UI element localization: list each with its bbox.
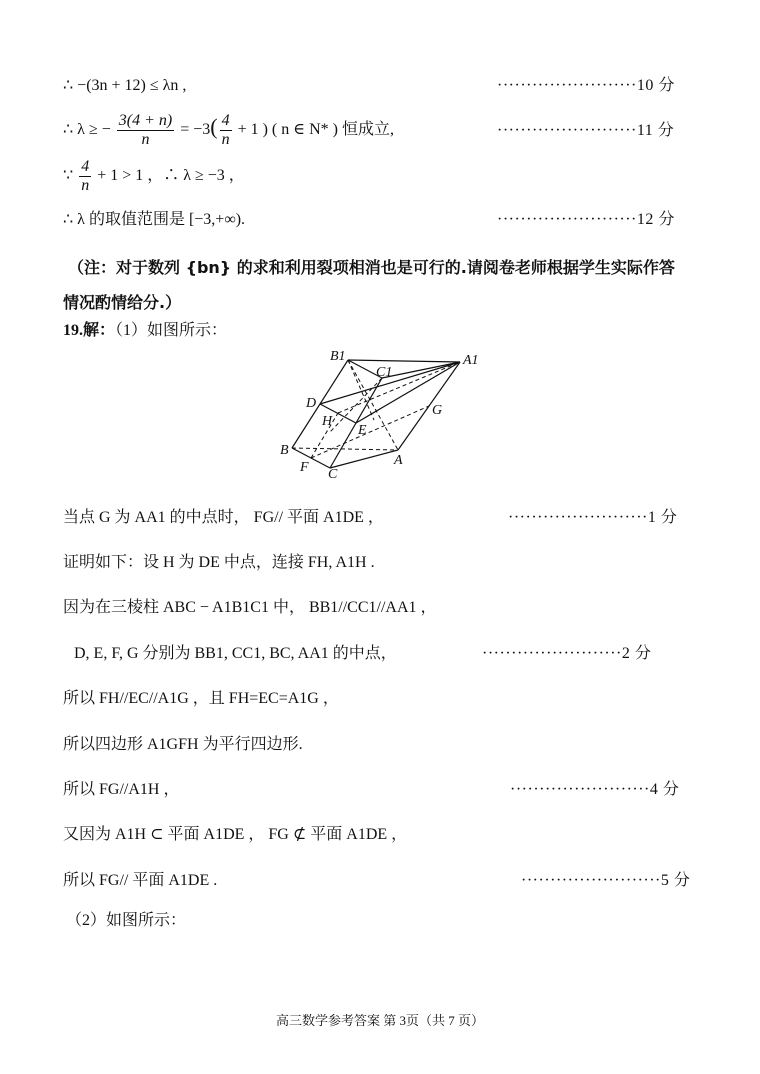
line-ineq-2 xyxy=(63,112,394,149)
note-line-1: （注：对于数列 {bn} 的求和利用裂项相消也是可行的.请阅卷老师根据学生实际作答 xyxy=(68,258,675,277)
label-c1: C1 xyxy=(376,365,393,380)
page-footer: 高三数学参考答案 第 3页（共 7 页） xyxy=(275,1013,484,1028)
q19-label: 19.解： xyxy=(63,322,116,339)
paren-open: ( xyxy=(210,114,218,140)
label-e: E xyxy=(358,423,367,438)
label-c: C xyxy=(328,467,338,480)
score-4: ························4 分 xyxy=(510,781,680,798)
proof-line-5: 所以 FH//EC//A1G ，且 FH=EC=A1G ， xyxy=(63,690,339,707)
line-ineq-3 xyxy=(63,158,245,195)
frac-den: n xyxy=(141,131,150,148)
fraction-3 xyxy=(79,158,91,195)
l3-part-a: ∵ xyxy=(63,167,74,185)
label-a: A xyxy=(394,453,403,468)
part2-heading: （2）如图所示： xyxy=(66,912,187,929)
label-g: G xyxy=(432,403,443,418)
q19-part1: （1）如图所示： xyxy=(115,322,228,339)
proof-line-2: 证明如下：设 H 为 DE 中点，连接 FH, A1H . xyxy=(63,554,375,571)
score-10: ························10 分 xyxy=(497,77,675,94)
label-b1: B1 xyxy=(330,349,346,364)
score-1: ························1 分 xyxy=(508,509,678,526)
label-h: H xyxy=(322,414,333,429)
line-ineq-1: ∴ −(3n + 12) ≤ λn , xyxy=(63,77,187,94)
label-f: F xyxy=(300,460,309,475)
score-12: ························12 分 xyxy=(497,211,675,228)
line-range: ∴ λ 的取值范围是 [−3,+∞). xyxy=(63,211,246,228)
label-a1: A1 xyxy=(463,353,479,368)
l2-part-a: ∴ λ ≥ − xyxy=(63,121,111,139)
frac-num: 4 xyxy=(81,158,90,175)
edge-c1-a1 xyxy=(382,362,460,378)
frac-den: n xyxy=(221,131,230,148)
label-b: B xyxy=(280,443,289,458)
proof-line-8: 又因为 A1H ⊂ 平面 A1DE ， FG ⊄ 平面 A1DE ， xyxy=(63,826,408,843)
proof-line-9: 所以 FG// 平面 A1DE . xyxy=(63,872,218,889)
proof-line-7: 所以 FG//A1H ， xyxy=(63,781,180,798)
score-11: ························11 分 xyxy=(497,122,675,139)
fraction-2 xyxy=(220,112,232,149)
q19-heading xyxy=(63,321,227,341)
label-d: D xyxy=(306,396,317,411)
frac-num: 3(4 + n) xyxy=(118,112,173,129)
frac-den: n xyxy=(81,177,90,194)
l2-part-b: = −3 xyxy=(180,121,211,139)
prism-figure xyxy=(270,340,500,480)
proof-line-4: D, E, F, G 分别为 BB1, CC1, BC, AA1 的中点， xyxy=(74,645,397,662)
score-5: ························5 分 xyxy=(521,872,691,889)
hidden-b-a xyxy=(292,448,398,450)
proof-line-6: 所以四边形 A1GFH 为平行四边形. xyxy=(63,736,303,753)
edge-c-a xyxy=(330,450,398,468)
note-line-2: 情况酌情给分.） xyxy=(63,293,182,312)
l2-part-c: + 1 ) ( n ∈ N* ) 恒成立, xyxy=(237,121,394,139)
fraction-1 xyxy=(117,112,174,149)
frac-num: 4 xyxy=(221,112,230,129)
score-2: ························2 分 xyxy=(482,645,652,662)
proof-line-1: 当点 G 为 AA1 的中点时， FG// 平面 A1DE ， xyxy=(63,509,384,526)
edge-b1-a1 xyxy=(348,360,460,362)
l3-part-b: + 1 > 1 ，∴ λ ≥ −3 ， xyxy=(97,167,245,185)
proof-line-3: 因为在三棱柱 ABC − A1B1C1 中， BB1//CC1//AA1 ， xyxy=(63,599,437,616)
